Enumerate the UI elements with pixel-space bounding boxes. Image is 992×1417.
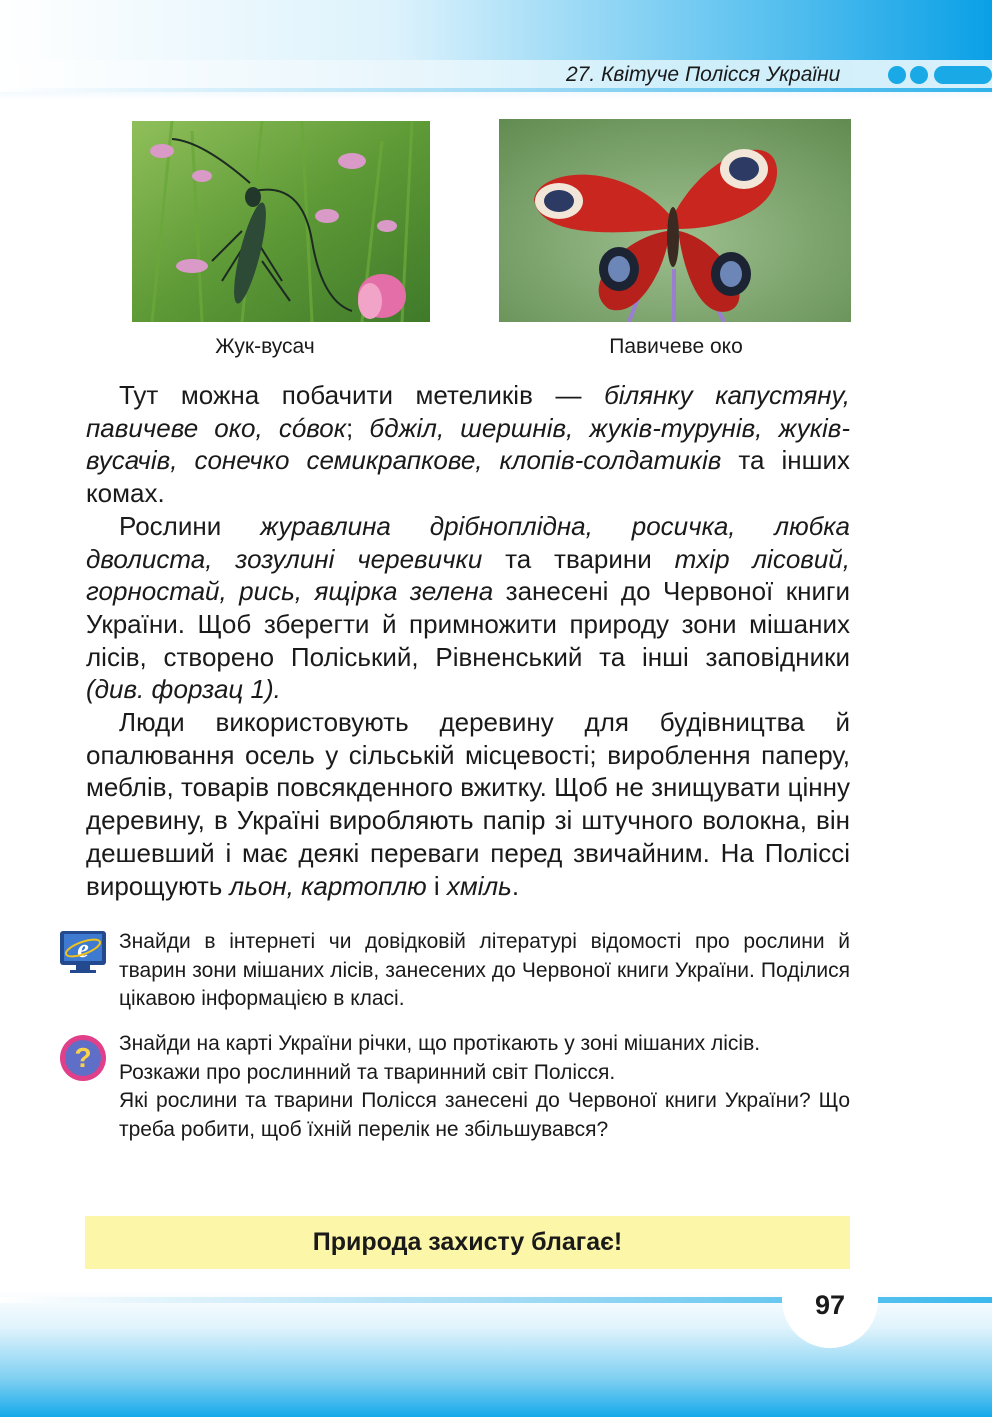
text-run: Тут можна побачити метеликів — bbox=[119, 380, 605, 410]
main-text bbox=[86, 379, 850, 902]
internet-e-icon bbox=[58, 929, 108, 975]
question-mark-icon bbox=[58, 1033, 108, 1083]
beetle-image bbox=[132, 121, 430, 322]
text-run: занесені до Червоної книги України. Щоб зберегти й примножити природу зони мішаних лісів, створено Поліський, Рівненський та інші заповідники bbox=[86, 576, 850, 672]
questions-task bbox=[119, 1030, 850, 1144]
photo-longhorn-beetle bbox=[132, 121, 430, 322]
italic-term: бджіл, шершнів, жуків-турунів, жуків-вусачів, сонечко семикрапкове, клопів-солдатиків bbox=[86, 412, 850, 476]
header-strip bbox=[0, 60, 992, 90]
motto-banner: Природа захисту благає! bbox=[85, 1216, 850, 1269]
internet-task-text: Знайди в інтернеті чи довідковій літературі відомості про рослини й тварин зони мішаних лісів, занесених до Червоної книги України. Поділися цікавою інформацією в класі. bbox=[119, 930, 850, 1010]
italic-term: хміль bbox=[446, 870, 512, 901]
text-run: та інших комах. bbox=[86, 445, 850, 509]
text-run: Люди використовують деревину для будівництва й опалювання осель у сільській місцевості; вироблення паперу, меблів, товарів повсякденного вжитку. Щоб не знищувати цінну деревину, в Україні виробляють папір зі штучного волокна, він дешевший і має деякі переваги перед звичайним. На Поліссі вирощують bbox=[86, 707, 851, 901]
svg-text:?: ? bbox=[74, 1042, 92, 1073]
italic-term: тхір лісовий, горностай, рись, ящірка зелена bbox=[86, 543, 850, 607]
italic-term: льон, картоплю bbox=[229, 870, 427, 901]
chapter-title: 27. Квітуче Полісся України bbox=[566, 63, 841, 86]
italic-term: журавлина дрібноплідна, росичка, любка дволиста, зозулині черевички bbox=[86, 510, 850, 574]
page-number: 97 bbox=[814, 1290, 846, 1320]
italic-term: білянку капустяну, павичеве око, сóвок bbox=[86, 380, 850, 443]
photo-peacock-butterfly bbox=[499, 119, 851, 322]
text-run: Рослини bbox=[119, 510, 261, 541]
text-run: . bbox=[511, 870, 520, 901]
caption-beetle: Жук-вусач bbox=[215, 335, 315, 358]
svg-text:e: e bbox=[77, 934, 89, 963]
paragraph-insects bbox=[86, 379, 850, 510]
text-run: та тварини bbox=[482, 543, 675, 574]
paragraph-red-book bbox=[86, 510, 850, 706]
header-divider bbox=[0, 88, 992, 92]
question-red-book: Які рослини та тварини Полісся занесені до Червоної книги України? Що треба робити, щоб їхній перелік не збільшувався? bbox=[119, 1089, 850, 1141]
caption-butterfly: Павичеве око bbox=[609, 335, 743, 358]
internet-task bbox=[119, 928, 850, 1014]
text-run: і bbox=[426, 870, 447, 901]
italic-term: (див. форзац 1). bbox=[86, 674, 281, 705]
question-flora-fauna: Розкажи про рослинний та тваринний світ Полісся. bbox=[119, 1060, 616, 1084]
paragraph-wood-use bbox=[86, 706, 850, 902]
question-rivers: Знайди на карті України річки, що протікають у зоні мішаних лісів. bbox=[119, 1032, 761, 1055]
butterfly-image bbox=[499, 119, 851, 322]
text-run: ; bbox=[346, 412, 370, 443]
